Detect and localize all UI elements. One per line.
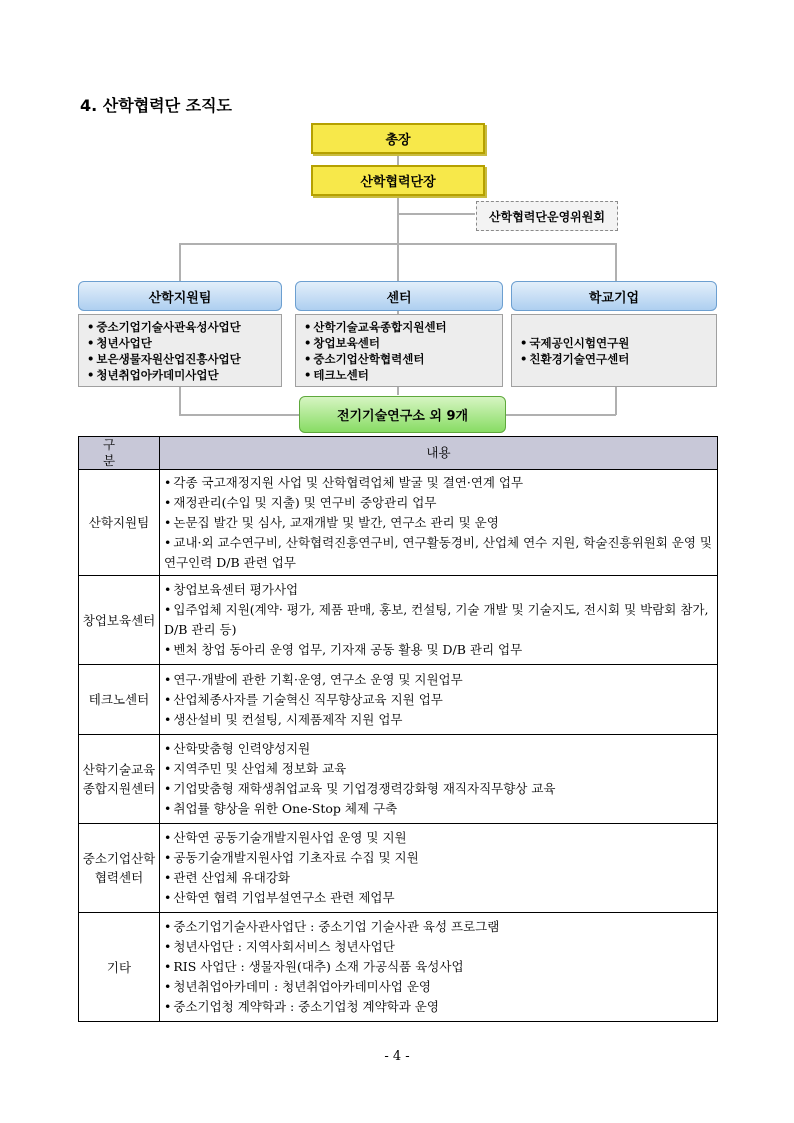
connector-line	[179, 414, 300, 416]
row-item: • 산학연 공동기술개발지원사업 운영 및 지원	[164, 828, 713, 848]
connector-line	[399, 213, 475, 215]
unit-support-team-panel	[78, 314, 282, 387]
row-item: • 생산설비 및 컨설팅, 시제품제작 지원 업무	[164, 710, 713, 730]
table-row	[79, 576, 718, 665]
connector-line	[179, 243, 616, 245]
row-item: • 기업맞춤형 재학생취업교육 및 기업경쟁력강화형 재직자직무향상 교육	[164, 779, 713, 799]
section-title: 4. 산학협력단 조직도	[80, 96, 232, 115]
header-category: 구 분	[79, 437, 160, 470]
row-item: • 논문집 발간 및 심사, 교재개발 및 발간, 연구소 관리 및 운영	[164, 513, 713, 533]
row-item: • RIS 사업단 : 생물자원(대추) 소재 가공식품 육성사업	[164, 957, 713, 977]
org-list-item: • 창업보육센터	[304, 335, 494, 351]
row-item: • 산학연 협력 기업부설연구소 관련 제업무	[164, 888, 713, 908]
page-number: - 4 -	[384, 1049, 410, 1064]
table-row	[79, 824, 718, 913]
row-content	[160, 576, 718, 665]
connector-line	[615, 243, 617, 281]
row-item: • 청년사업단 : 지역사회서비스 청년사업단	[164, 937, 713, 957]
row-item: • 관련 산업체 유대강화	[164, 868, 713, 888]
institute-box: 전기기술연구소 외 9개	[299, 396, 506, 433]
org-list-item: • 국제공인시험연구원	[520, 335, 708, 351]
unit-center-panel	[295, 314, 503, 387]
org-list-item: • 청년취업아카데미사업단	[87, 367, 273, 383]
row-category: 산학기술교육종합지원센터	[79, 735, 160, 824]
org-list-item: • 테크노센터	[304, 367, 494, 383]
row-content	[160, 824, 718, 913]
org-list-item: • 산학기술교육종합지원센터	[304, 319, 494, 335]
row-item: • 산학맞춤형 인력양성지원	[164, 739, 713, 759]
table-row	[79, 913, 718, 1022]
unit-school-company-panel	[511, 314, 717, 387]
row-content	[160, 735, 718, 824]
org-list-item: • 중소기업기술사관육성사업단	[87, 319, 273, 335]
president-box: 총장	[311, 123, 485, 154]
table-row	[79, 735, 718, 824]
row-item: • 청년취업아카데미 : 청년취업아카데미사업 운영	[164, 977, 713, 997]
table-row	[79, 665, 718, 735]
connector-line	[615, 387, 617, 415]
row-item: • 창업보육센터 평가사업	[164, 580, 713, 600]
connector-line	[505, 414, 616, 416]
row-category: 산학지원팀	[79, 470, 160, 576]
row-content	[160, 470, 718, 576]
row-item: • 벤처 창업 동아리 운영 업무, 기자재 공동 활용 및 D/B 관리 업무	[164, 640, 713, 660]
row-item: • 재정관리(수입 및 지출) 및 연구비 중앙관리 업무	[164, 493, 713, 513]
unit-school-company: 학교기업	[511, 281, 717, 311]
row-item: • 지역주민 및 산업체 정보화 교육	[164, 759, 713, 779]
unit-center: 센터	[295, 281, 503, 311]
row-item: • 각종 국고재정지원 사업 및 산학협력업체 발굴 및 결연·연계 업무	[164, 473, 713, 493]
table-row	[79, 470, 718, 576]
row-item: • 산업체종사자를 기술혁신 직무향상교육 지원 업무	[164, 690, 713, 710]
unit-support-team: 산학지원팀	[78, 281, 282, 311]
row-category: 중소기업산학협력센터	[79, 824, 160, 913]
row-item: • 교내·외 교수연구비, 산학협력진흥연구비, 연구활동경비, 산업체 연수 지원, 학술진흥위원회 운영 및 연구인력 D/B 관련 업무	[164, 533, 713, 573]
org-list-item: • 청년사업단	[87, 335, 273, 351]
connector-line	[179, 243, 181, 281]
header-content: 내용	[160, 437, 718, 470]
row-category: 창업보육센터	[79, 576, 160, 665]
org-list-item: • 친환경기술연구센터	[520, 351, 708, 367]
row-content	[160, 913, 718, 1022]
row-item: • 취업률 향상을 위한 One-Stop 체제 구축	[164, 799, 713, 819]
org-list-item: • 보은생물자원산업진흥사업단	[87, 351, 273, 367]
row-item: • 입주업체 지원(계약· 평가, 제품 판매, 홍보, 컨설팅, 기술 개발 및 기술지도, 전시회 및 박람회 참가, D/B 관리 등)	[164, 600, 713, 640]
table-header-row	[79, 437, 718, 470]
row-item: • 연구·개발에 관한 기획·운영, 연구소 운영 및 지원업무	[164, 670, 713, 690]
row-category: 테크노센터	[79, 665, 160, 735]
row-item: • 공동기술개발지원사업 기초자료 수집 및 지원	[164, 848, 713, 868]
committee-box: 산학협력단운영위원회	[476, 201, 618, 231]
row-item: • 중소기업청 계약학과 : 중소기업청 계약학과 운영	[164, 997, 713, 1017]
row-category: 기타	[79, 913, 160, 1022]
duty-table	[78, 436, 718, 1022]
connector-line	[179, 387, 181, 415]
row-content	[160, 665, 718, 735]
org-list-item: • 중소기업산학협력센터	[304, 351, 494, 367]
row-item: • 중소기업기술사관사업단 : 중소기업 기술사관 육성 프로그램	[164, 917, 713, 937]
director-box: 산학협력단장	[311, 165, 485, 196]
